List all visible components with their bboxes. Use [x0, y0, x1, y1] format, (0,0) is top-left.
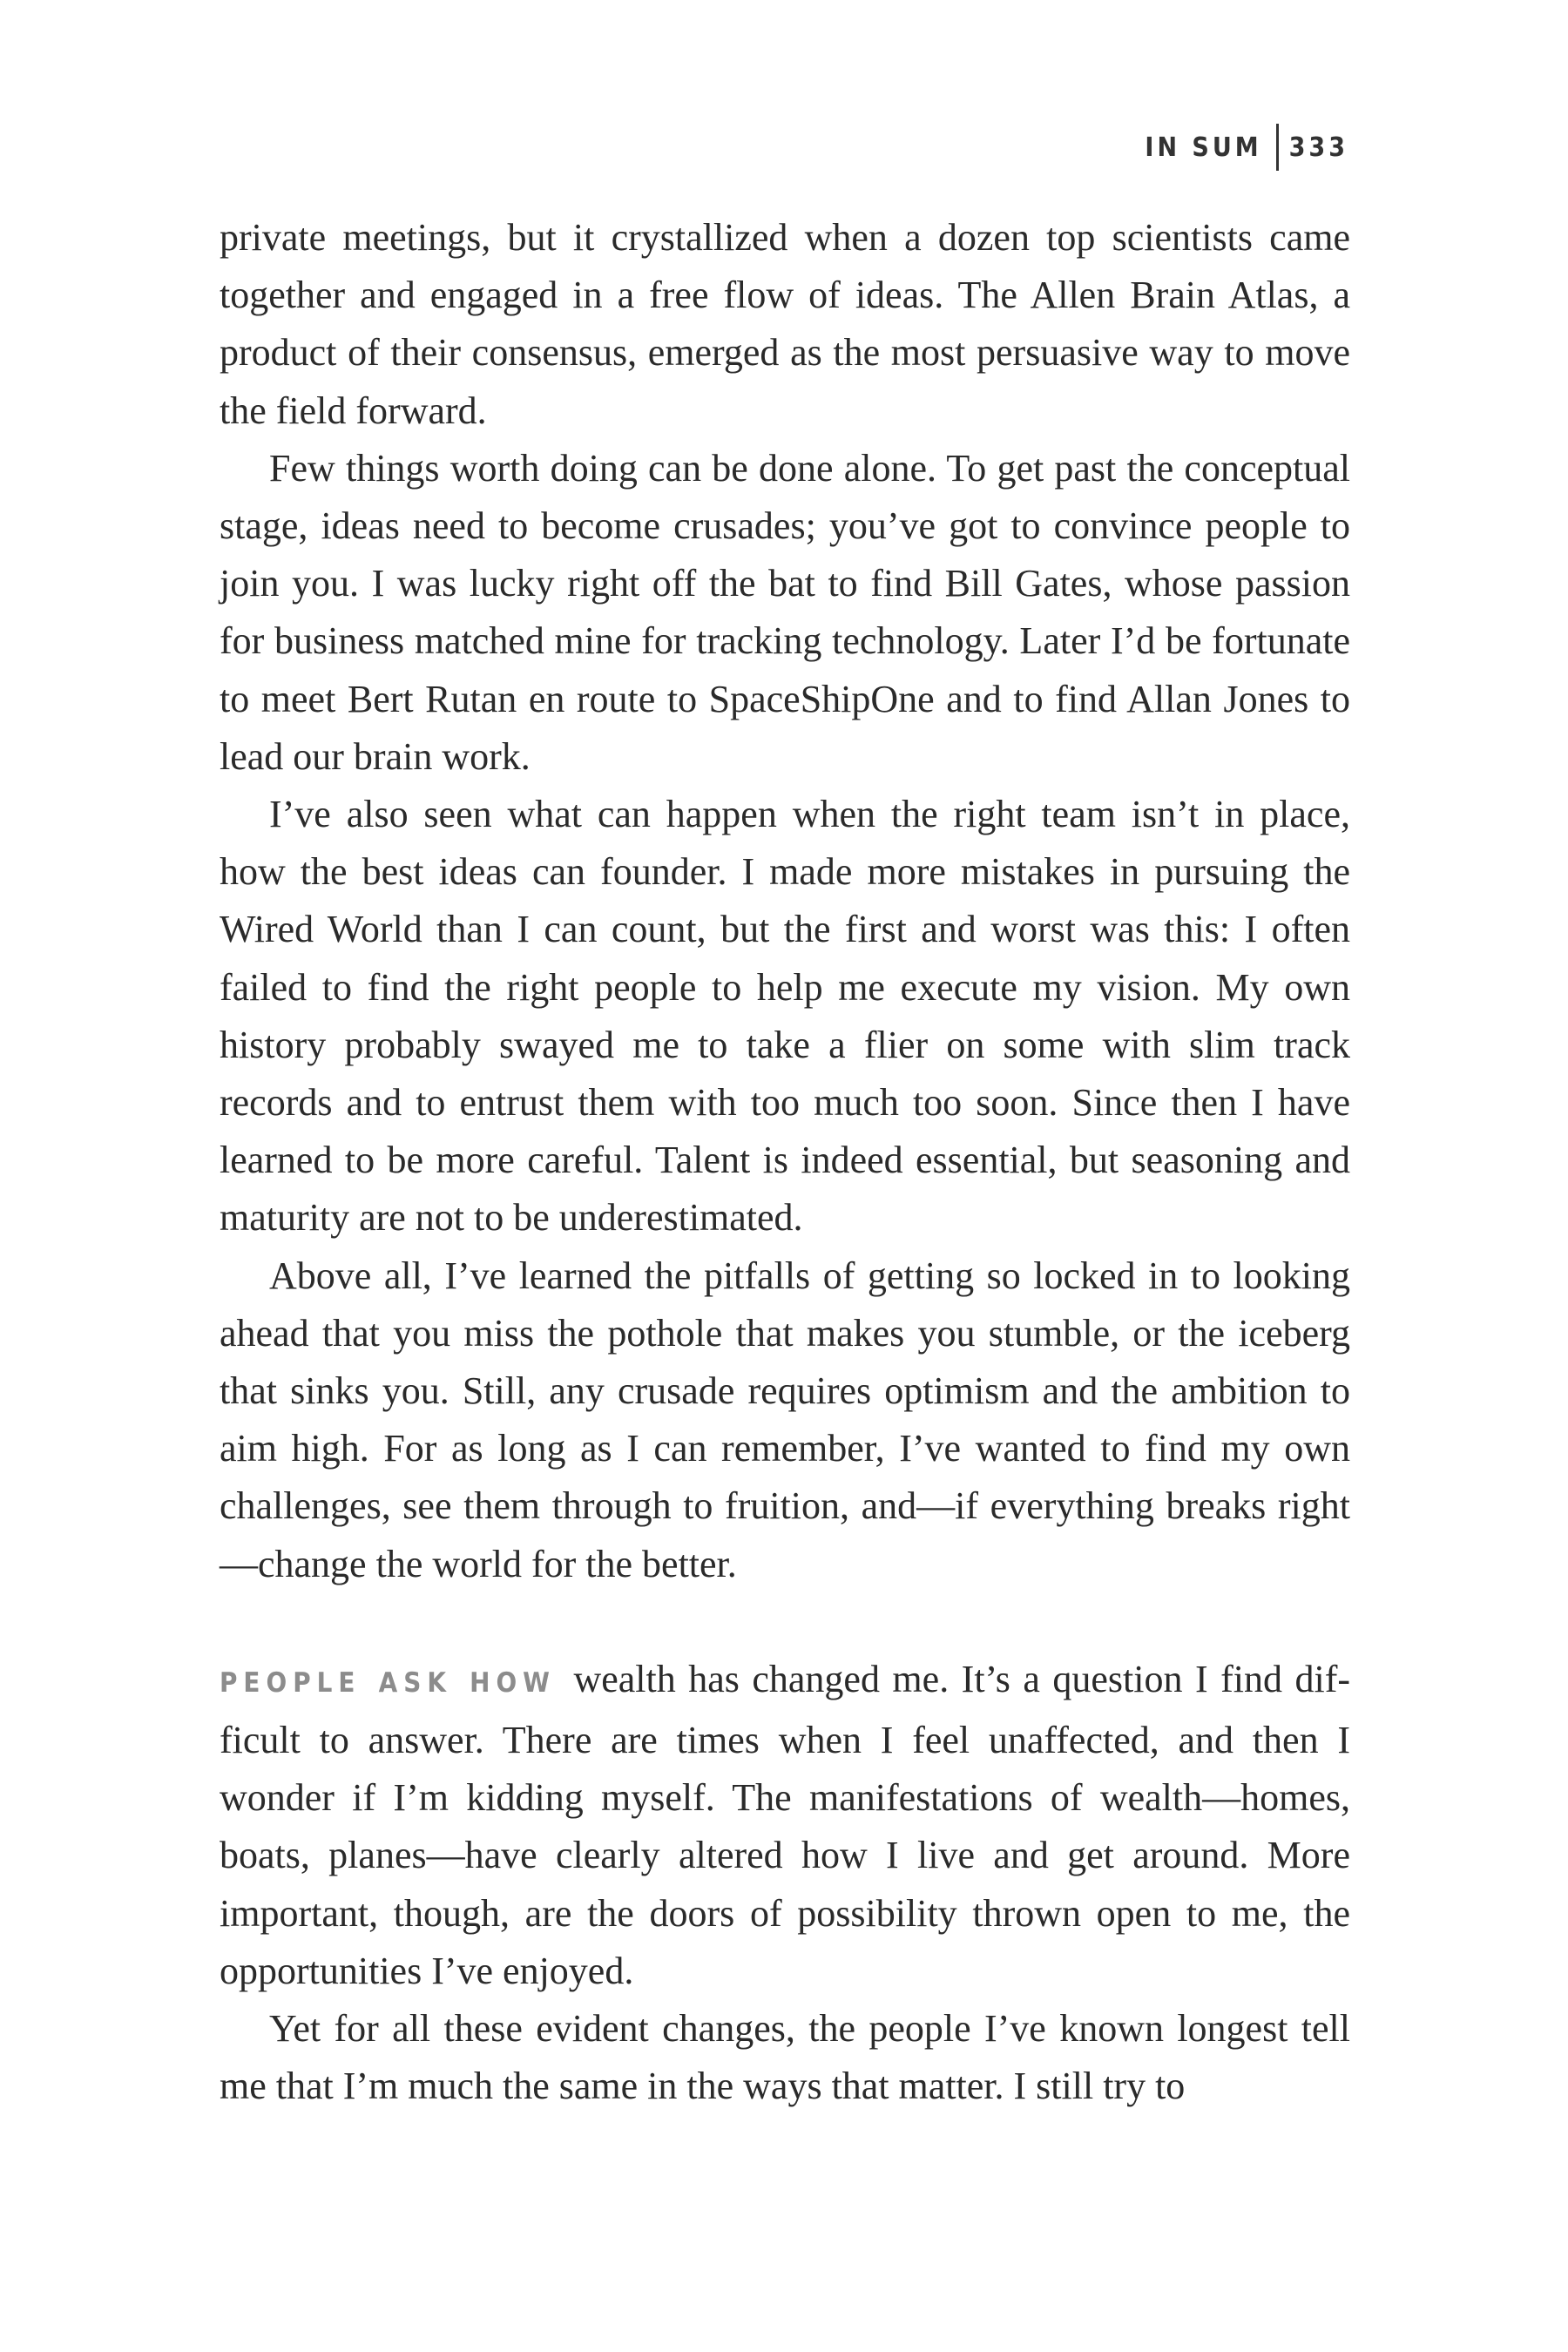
- running-head-section-title: IN SUM: [1145, 132, 1262, 163]
- body-text: [220, 209, 1350, 2116]
- paragraph-1: private meetings, but it crystallized when a dozen top scientists came together and engaged in a free flow of ideas. The Allen Brain Atlas, a product of their consensus, emerged as the most persuasive way to move the field forward.: [220, 216, 1350, 432]
- paragraph-4: Above all, I’ve learned the pitfalls of getting so locked in to looking ahead that you miss the pothole that makes you stumble, or the iceberg that sinks you. Still, any crusade requires optimism and the ambition to aim high. For as long as I can remember, I’ve wanted to find my own challenges, see them through to fruition, and—if everything breaks right—change the world for the better.: [220, 1254, 1350, 1585]
- section-lead-in: PEOPLE ASK HOW: [220, 1666, 556, 1699]
- paragraph-5: [220, 1651, 1350, 2000]
- running-head: [1145, 124, 1348, 171]
- paragraph-5-text: wealth has changed me. It’s a question I find difficult to answer. There are times when I feel unaffected, and then I wonder if I’m kidding myself. The manifestations of wealth—homes, boats, planes—have clearly altered how I live and get around. More important, though, are the doors of possibility thrown open to me, the opportunities I’ve enjoyed.: [220, 1657, 1351, 1992]
- paragraph-2: Few things worth doing can be done alone. To get past the conceptual stage, ideas need to become crusades; you’ve got to convince people to join you. I was lucky right off the bat to find Bill Gates, whose passion for business matched mine for tracking technology. Later I’d be fortunate to meet Bert Rutan en route to SpaceShipOne and to find Allan Jones to lead our brain work.: [220, 446, 1350, 778]
- paragraph-3: I’ve also seen what can happen when the right team isn’t in place, how the best ideas can founder. I made more mistakes in pursuing the Wired World than I can count, but the first and worst was this: I often failed to find the right people to help me execute my vision. My own history probably swayed me to take a flier on some with slim track records and to entrust them with too much too soon. Since then I have learned to be more careful. Talent is indeed essential, but seasoning and maturity are not to be underestimated.: [220, 793, 1350, 1240]
- page-number: 333: [1288, 132, 1348, 163]
- paragraph-6: Yet for all these evident changes, the people I’ve known longest tell me that I’m much the same in the ways that matter. I still try to: [220, 2007, 1350, 2108]
